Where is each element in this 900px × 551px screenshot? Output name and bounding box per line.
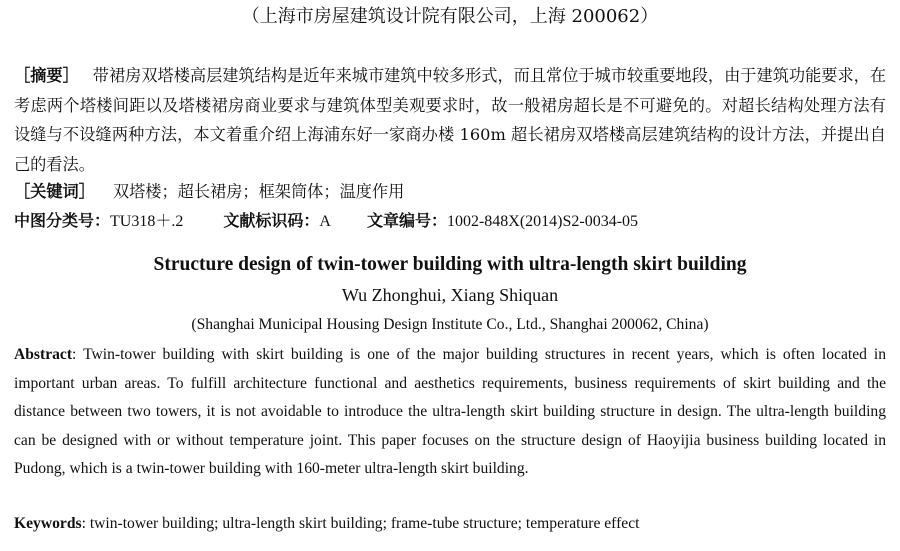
affiliation-en: (Shanghai Municipal Housing Design Institute Co., Ltd., Shanghai 200062, China)	[191, 316, 709, 333]
keywords-cn-label: ［关键词］	[14, 182, 95, 201]
affiliation-cn: （上海市房屋建筑设计院有限公司，上海 200062）	[241, 6, 659, 27]
title-en: Structure design of twin-tower building with ultra-length skirt building	[153, 254, 747, 275]
article-number-value: 1002-848X(2014)S2-0034-05	[446, 213, 639, 230]
article-number-label: 文章编号：	[366, 211, 447, 230]
keywords-en-colon: :	[81, 515, 90, 532]
classification-line	[14, 208, 638, 231]
abstract-en-label: Abstract	[14, 346, 73, 363]
abstract-cn-label: ［摘要］	[14, 66, 79, 85]
keywords-en	[14, 515, 639, 533]
doc-code-label: 文献标识码：	[223, 211, 320, 230]
authors-en: Wu Zhonghui, Xiang Shiquan	[341, 285, 559, 305]
abstract-en-text: Twin-tower building with skirt building is one of the major building structures in recent years, which is often located in important urban areas. To fulfill architecture functional and aesthetics requirements, business requirements of skirt building and the distance between two towers, it is not avoidable to introduce the ultra-length skirt building structure in design. The ultra-length building can be designed with or without temperature joint. This paper focuses on the structure design of Haoyijia business building located in Pudong, which is a twin-tower building with 160-meter ultra-length skirt building.	[14, 346, 887, 478]
abstract-cn-text: 带裙房双塔楼高层建筑结构是近年来城市建筑中较多形式，而且常位于城市较重要地段，由于建筑功能要求，在考虑两个塔楼间距以及塔楼裙房商业要求与建筑体型美观要求时，故一般裙房超长是不可避免的。对超长结构处理方法有设缝与不设缝两种方法，本文着重介绍上海浦东好一家商办楼 160m 超长裙房双塔楼高层建筑结构的设计方法，并提出自己的看法。	[14, 66, 887, 174]
abstract-cn	[14, 61, 886, 179]
doc-code-value: A	[319, 213, 331, 230]
abstract-en-colon: :	[72, 346, 84, 363]
keywords-en-label: Keywords	[14, 515, 82, 532]
keywords-cn-text: 双塔楼；超长裙房；框架筒体；温度作用	[112, 182, 405, 201]
clc-label: 中图分类号：	[14, 211, 111, 230]
keywords-en-text: twin-tower building; ultra-length skirt building; frame-tube structure; temperature effect	[89, 515, 640, 532]
keywords-cn	[14, 178, 404, 202]
clc-value: TU318＋.2	[110, 213, 184, 230]
abstract-en	[14, 341, 886, 484]
